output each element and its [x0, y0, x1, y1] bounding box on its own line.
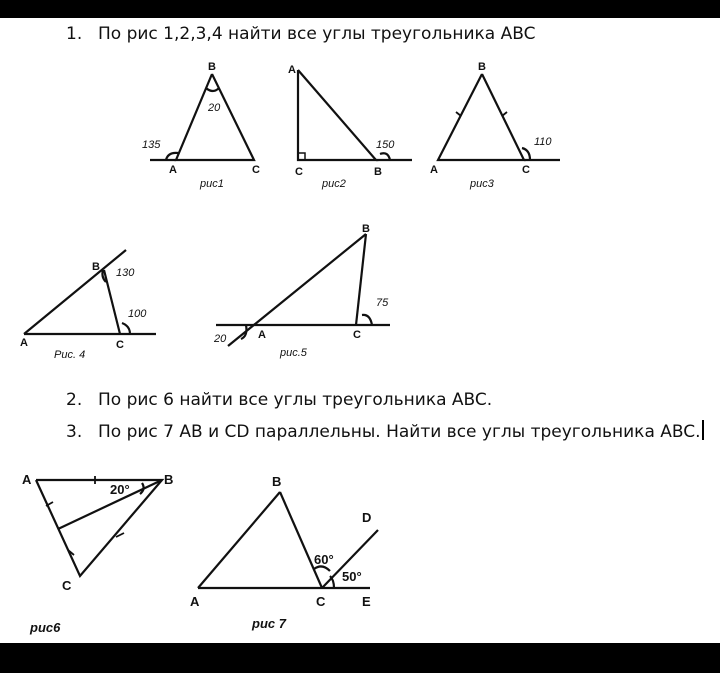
task-1-text: По рис 1,2,3,4 найти все углы треугольника ABC [98, 24, 536, 44]
fig7-label-c: C [316, 594, 326, 609]
fig3-label-a: A [430, 164, 438, 176]
fig4-label-c: C [116, 339, 124, 351]
fig5-label-c: C [353, 329, 361, 341]
figure-6 [36, 480, 162, 576]
fig7-angle-c2: 50° [342, 569, 362, 584]
fig4-label-a: A [20, 337, 28, 349]
fig7-label-a: A [190, 594, 200, 609]
fig6-label-b: B [164, 472, 174, 487]
task-1-number: 1. [66, 24, 83, 44]
figure-4 [24, 250, 156, 334]
fig1-caption: рис1 [200, 178, 224, 190]
fig5-angle-a: 20 [214, 333, 227, 345]
text-cursor [702, 420, 704, 440]
fig2-label-a: A [288, 64, 296, 76]
fig2-angle-ext-b: 150 [376, 139, 395, 151]
task-3-number: 3. [66, 422, 83, 442]
fig4-caption: Рис. 4 [54, 349, 86, 361]
task-3-text: По рис 7 AB и CD параллельны. Найти все углы треугольника ABC. [98, 422, 701, 442]
fig7-label-d: D [362, 510, 372, 525]
fig7-angle-c1: 60° [314, 552, 334, 567]
figure-5 [216, 234, 390, 346]
fig1-label-c: C [252, 164, 260, 176]
task-2 [66, 390, 492, 410]
fig5-label-b: B [362, 223, 370, 235]
fig3-label-c: C [522, 164, 530, 176]
fig3-caption: рис3 [470, 178, 494, 190]
fig1-angle-ext-a: 135 [142, 139, 161, 151]
fig6-label-c: C [62, 578, 72, 593]
fig6-caption: рис6 [30, 620, 61, 635]
worksheet-page [0, 18, 720, 643]
task-2-text: По рис 6 найти все углы треугольника ABC. [98, 390, 493, 410]
fig6-label-a: A [22, 472, 32, 487]
fig1-angle-b: 20 [208, 102, 221, 114]
figure-1 [150, 74, 254, 160]
fig3-angle-ext-c: 110 [534, 136, 552, 148]
fig4-label-b: B [92, 261, 100, 273]
fig2-label-c: C [295, 166, 303, 178]
task-3 [66, 420, 704, 442]
fig5-label-a: A [258, 329, 266, 341]
figure-2 [298, 70, 412, 160]
fig7-label-e: E [362, 594, 371, 609]
fig7-caption: рис 7 [252, 616, 286, 631]
fig1-label-b: B [208, 61, 216, 73]
fig4-angle-b: 130 [116, 267, 135, 279]
task-2-number: 2. [66, 390, 83, 410]
fig4-angle-c: 100 [128, 308, 147, 320]
fig6-angle-b: 20° [110, 482, 130, 497]
fig5-caption: рис.5 [280, 347, 307, 359]
fig7-label-b: B [272, 474, 282, 489]
fig2-label-b: B [374, 166, 382, 178]
fig3-label-b: B [478, 61, 486, 73]
fig2-caption: рис2 [322, 178, 346, 190]
figures-canvas [0, 18, 720, 643]
fig1-label-a: A [169, 164, 177, 176]
fig5-angle-c: 75 [376, 297, 389, 309]
